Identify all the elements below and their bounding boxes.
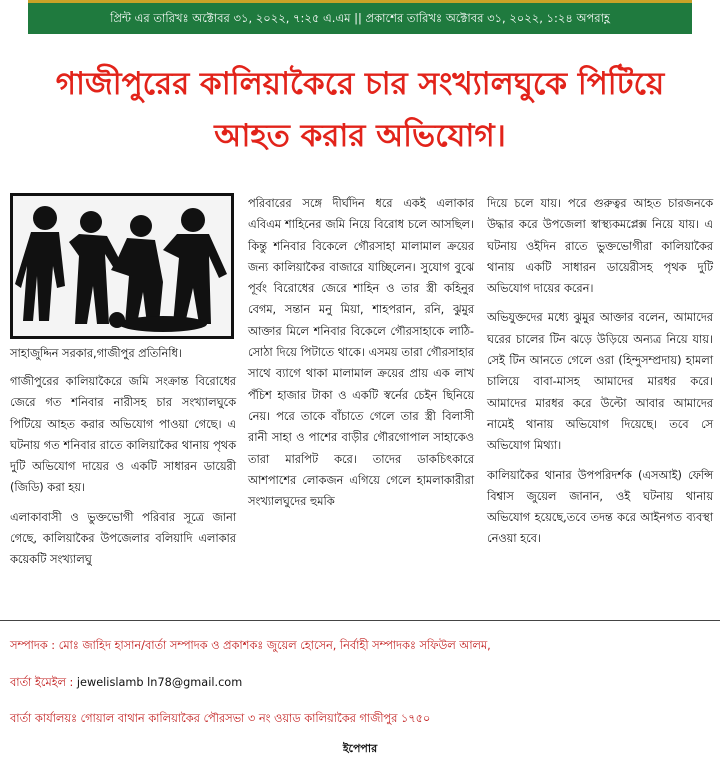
contact-email-line [10,674,710,692]
email-link[interactable]: jewelislamb ln78@gmail.com [76,676,243,689]
editor-credits: সম্পাদক : মোঃ জাহিদ হাসান/বার্তা সম্পাদক ও প্রকাশকঃ জুয়েল হোসেন, নির্বাহী সম্পাদকঃ সফিউল আলম, [10,639,491,652]
silhouette-illustration [13,196,231,336]
paragraph: দিয়ে চলে যায়। পরে গুরুত্বর আহত চারজনকে উদ্ধার করে উপজেলা স্বাস্থ্যকমপ্লেক্স নিয়ে যায়। এ ঘটনায় ওইদিন রাতে ভুক্তভোগীরা কালিয়াকৈর থানায় একটি সাধারন ডায়েরীসহ পৃথক দুটি অভিযোগ দায়ের করেন। [487,197,713,296]
article-column-2 [248,193,474,512]
article-column-1 [10,193,236,571]
paragraph: অভিযুক্তদের মধ্যে ঝুমুর আক্তার বলেন, আমাদের ঘরের চালের টিন ঝড়ে উড়িয়ে অন্যত্র নিয়ে যায়। সেই টিন আনতে গেলে ওরা (হিন্দুসম্প্রদায়) হামলা চালিয়ে বাবা-মাসহ আমাদের মারধর করে। আমাদের মারধর করে উল্টো আবার আমাদের নামেই থানায় অভিযোগ দিয়েছে। তবে সে অভিযোগ মিথ্যা। [487,311,713,453]
news-photo [10,193,234,339]
article-column-3 [487,193,713,550]
footer-divider [0,620,720,621]
print-date-bar [28,0,692,34]
headline-line-1: গাজীপুরের কালিয়াকৈরে চার সংখ্যালঘুকে পিটিয়ে [55,66,665,102]
paragraph: কালিয়াকৈর থানার উপপরিদর্শক (এসআই) ফেন্সি বিশ্বাস জুয়েল জানান, ওই ঘটনায় থানায় অভিযোগ হয়েছে,তবে তদন্ত করে আইনগত ব্যবস্থা নেওয়া হবে। [487,468,713,546]
epaper-label: ইপেপার [342,742,378,755]
paragraph: এলাকাবাসী ও ভুক্তভোগী পরিবার সূত্রে জানা গেছে, কালিয়াকৈর উপজেলার বলিয়াদি এলাকার কয়েকটি সংখ্যালঘু [10,510,236,567]
reporter-caption: সাহাজুদ্দিন সরকার,গাজীপুর প্রতিনিধি। [10,347,182,360]
headline-line-2: আহত করার অভিযোগ। [214,118,506,154]
paragraph: পরিবারের সঙ্গে দীর্ঘদিন ধরে একই এলাকার এবিএম শাহিনের জমি নিয়ে বিরোধ চলে আসছিল। কিন্তু শনিবার বিকেলে গৌরসাহা মালামাল ক্রয়ের জন্য কালিয়াকৈর বাজারে যাচ্ছিলেন। সুযোগ বুঝে পূর্বং বিরোধের জেরে শাহিন ও তার স্ত্রী কহিনুর বেগম, সন্তান মনু মিয়া, শাহপরান, রনি, ঝুমুর আক্তার মিলে শনিবার বিকেলে গৌরসাহাকে লাঠি-সোঠা দিয়ে পিটাতে থাকে। এসময় তারা গৌরসাহার সাথে ব্যাগে থাকা মালামাল ক্রয়ের প্রায় এক লাখ পঁচিশ হাজার টাকা ও একটি স্বর্নের চেইন ছিনিয়ে নেয়। পরে তাকে বাঁচাতে গেলে তার স্ত্রী বিলাসী রানী সাহা ও পাশের বাড়ীর গৌরগোপাল সাহাকেও তারা মারপিট করে। তাদের ডাকচিৎকারে আশপাশের লোকজন এগিয়ে গেলে হামলাকারীরা সংখ্যালঘুদের হুমকি [248,197,474,509]
office-address: বার্তা কার্যালয়ঃ গোয়াল বাথান কালিয়াকৈর পৌরসভা ৩ নং ওয়াড কালিয়াকৈর গাজীপুর ১৭৫০ [10,712,431,725]
email-label: বার্তা ইমেইল : [10,676,77,689]
headline [20,58,700,162]
print-date-text: প্রিন্ট এর তারিখঃ অক্টোবর ৩১, ২০২২, ৭:২৫ এ.এম || প্রকাশের তারিখঃ অক্টোবর ৩১, ২০২২, ১:২৪ অপরাহ্ণ [110,11,610,25]
paragraph: গাজীপুরের কালিয়াকৈরে জমি সংক্রান্ত বিরোধের জেরে গত শনিবার নারীসহ চার সংখ্যালঘুকে পিটিয়ে আহত করার অভিযোগ পাওয়া গেছে। এ ঘটনায় গত শনিবার রাতে কালিয়াকৈর থানায় পৃথক দুটি অভিযোগ দায়ের ও একটি সাধারন ডায়েরী (জিডি) করা হয়। [10,375,236,495]
